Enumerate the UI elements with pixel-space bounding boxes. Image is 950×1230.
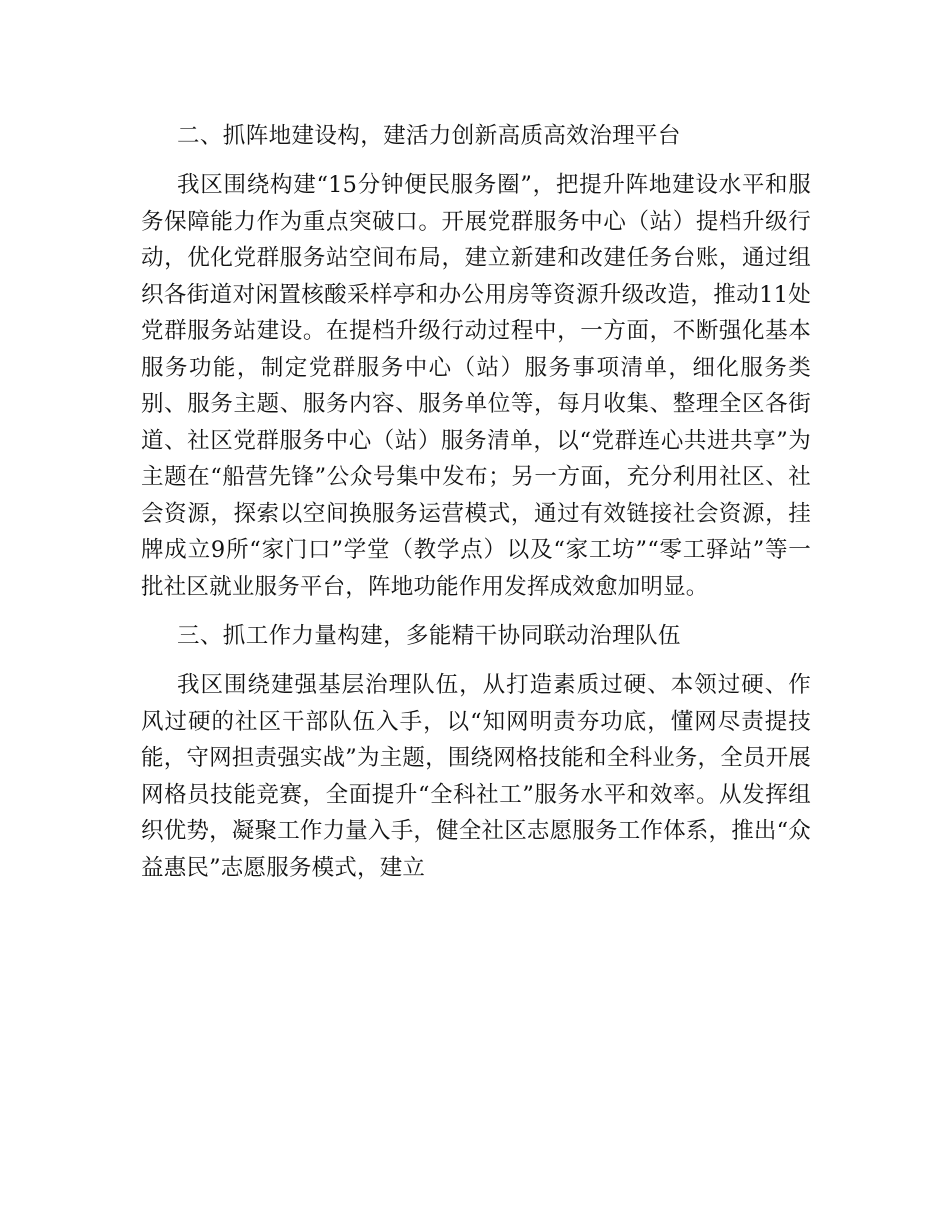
section-heading-3: 三、抓工作力量构建，多能精干协同联动治理队伍 — [177, 623, 681, 649]
document-body — [141, 118, 811, 899]
section-paragraph-3: 我区围绕建强基层治理队伍，从打造素质过硬、本领过硬、作风过硬的社区干部队伍入手，以“知网明责夯功底，懂网尽责提技能，守网担责强实战”为主题，围绕网格技能和全科业务，全员开展网格员技能竞赛，全面提升“全科社工”服务水平和效率。从发挥组织优势，凝聚工作力量入手，健全社区志愿服务工作体系，推出“众益惠民”志愿服务模式，建立 — [141, 672, 812, 881]
section-heading-2: 二、抓阵地建设构，建活力创新高质高效治理平台 — [177, 123, 681, 149]
section-paragraph-2: 我区围绕构建“15分钟便民服务圈”，把提升阵地建设水平和服务保障能力作为重点突破口。开展党群服务中心（站）提档升级行动，优化党群服务站空间布局，建立新建和改建任务台账，通过组织各街道对闲置核酸采样亭和办公用房等资源升级改造，推动11处党群服务站建设。在提档升级行动过程中，一方面，不断强化基本服务功能，制定党群服务中心（站）服务事项清单，细化服务类别、服务主题、服务内容、服务单位等，每月收集、整理全区各街道、社区党群服务中心（站）服务清单，以“党群连心共进共享”为主题在“船营先锋”公众号集中发布；另一方面，充分利用社区、社会资源，探索以空间换服务运营模式，通过有效链接社会资源，挂牌成立9所“家门口”学堂（教学点）以及“家工坊”“零工驿站”等一批社区就业服务平台，阵地功能作用发挥成效愈加明显。 — [141, 172, 811, 600]
